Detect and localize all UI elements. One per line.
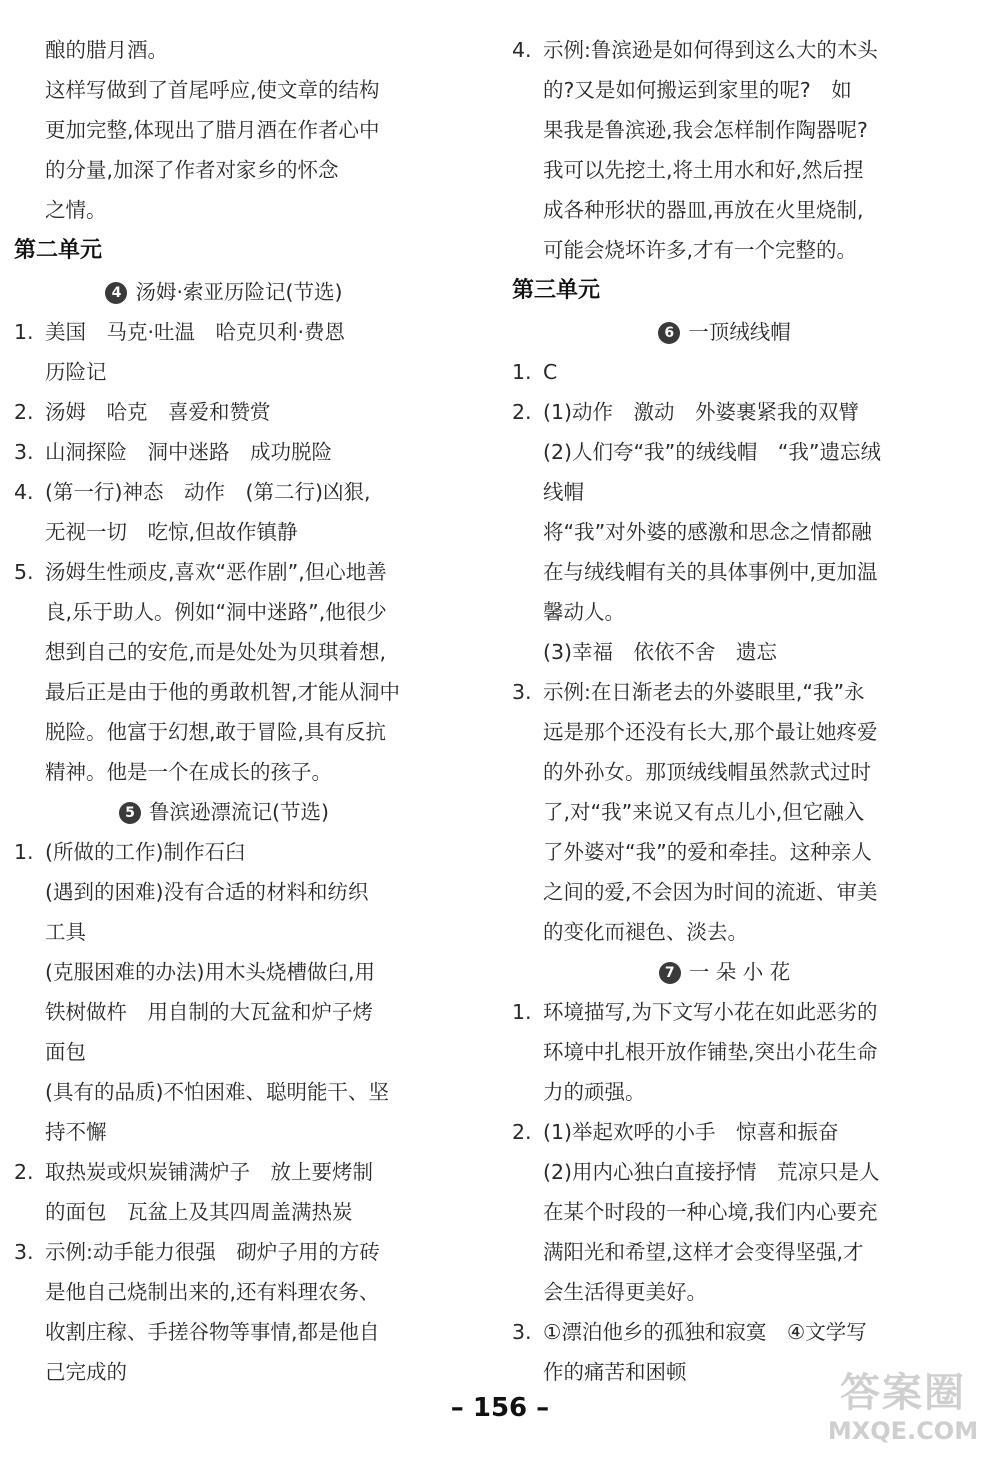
lesson-number-badge: 7 xyxy=(659,962,681,984)
right-column xyxy=(512,30,937,1392)
lesson-title xyxy=(14,272,434,312)
watermark-url: MXQE.COM xyxy=(827,1417,979,1445)
answer-text: 取热炭或炽炭铺满炉子 放上要烤制 xyxy=(45,1160,373,1184)
answer-line: 在与绒线帽有关的具体事例中,更加温 xyxy=(543,560,878,584)
question-number: 3. xyxy=(14,440,34,464)
answer-line: 之间的爱,不会因为时间的流逝、审美 xyxy=(543,880,878,904)
answer-line: 最后正是由于他的勇敢机智,才能从洞中 xyxy=(45,680,401,704)
answer-text: (1)举起欢呼的小手 惊喜和振奋 xyxy=(543,1120,839,1144)
lesson-title-text: 汤姆·索亚历险记(节选) xyxy=(135,280,343,304)
answer-line: 可能会烧坏许多,才有一个完整的。 xyxy=(543,238,858,262)
answer-line: 脱险。他富于幻想,敢于冒险,具有反抗 xyxy=(45,720,387,744)
answer-line: 精神。他是一个在成长的孩子。 xyxy=(45,760,332,784)
lesson-number-badge: 4 xyxy=(105,282,127,304)
answer-line: 馨动人。 xyxy=(543,600,625,624)
unit-heading: 第二单元 xyxy=(14,238,103,263)
answer-line: (2)用内心独白直接抒情 荒凉只是人 xyxy=(543,1160,880,1184)
answer-text: C xyxy=(543,360,558,384)
answer-line: 铁树做杵 用自制的大瓦盆和炉子烤 xyxy=(45,1000,373,1024)
answer-text: 汤姆生性顽皮,喜欢“恶作剧”,但心地善 xyxy=(45,560,387,584)
answer-line: 将“我”对外婆的感激和思念之情都融 xyxy=(543,520,872,544)
answer-line: 收割庄稼、手搓谷物等事情,都是他自 xyxy=(45,1320,380,1344)
question-number: 4. xyxy=(14,480,34,504)
answer-text: 美国 马克·吐温 哈克贝利·费恩 xyxy=(45,320,346,344)
page-number: – 156 – xyxy=(450,1393,550,1423)
answer-text: (1)动作 激动 外婆裹紧我的双臂 xyxy=(543,400,860,424)
answer-line: 成各种形状的器皿,再放在火里烧制, xyxy=(543,198,864,222)
question-number: 2. xyxy=(512,1120,532,1144)
answer-line: 工具 xyxy=(45,920,86,944)
answer-line: 的面包 瓦盆上及其四周盖满热炭 xyxy=(45,1200,353,1224)
answer-line: (具有的品质)不怕困难、聪明能干、坚 xyxy=(45,1080,389,1104)
text-line: 的分量,加深了作者对家乡的怀念 xyxy=(45,158,339,182)
text-line: 更加完整,体现出了腊月酒在作者心中 xyxy=(45,118,380,142)
text-line: 酿的腊月酒。 xyxy=(45,38,168,62)
answer-line: 持不懈 xyxy=(45,1120,107,1144)
question-number: 4. xyxy=(512,38,532,62)
unit-heading: 第三单元 xyxy=(512,278,601,303)
answer-line xyxy=(512,392,937,432)
answer-line xyxy=(14,312,434,352)
answer-line: 想到自己的安危,而是处处为贝琪着想, xyxy=(45,640,387,664)
answer-line xyxy=(14,832,434,872)
answer-text: 山洞探险 洞中迷路 成功脱险 xyxy=(45,440,332,464)
question-number: 1. xyxy=(14,320,34,344)
lesson-title xyxy=(14,792,434,832)
answer-text: ①漂泊他乡的孤独和寂寞 ④文学写 xyxy=(543,1320,867,1344)
answer-line: 线帽 xyxy=(543,480,584,504)
answer-line: (克服困难的办法)用木头烧槽做臼,用 xyxy=(45,960,376,984)
answer-text: (所做的工作)制作石臼 xyxy=(45,840,246,864)
answer-line: 果我是鲁滨逊,我会怎样制作陶器呢? xyxy=(543,118,868,142)
answer-line: (2)人们夸“我”的绒线帽 “我”遗忘绒 xyxy=(543,440,882,464)
answer-line xyxy=(14,392,434,432)
answer-line: 远是那个还没有长大,那个最让她疼爱 xyxy=(543,720,878,744)
answer-line: 满阳光和希望,这样才会变得坚强,才 xyxy=(543,1240,864,1264)
answer-line: (遇到的困难)没有合适的材料和纺织 xyxy=(45,880,369,904)
answer-line: 会生活得更美好。 xyxy=(543,1280,707,1304)
answer-line xyxy=(512,672,937,712)
answer-line: 良,乐于助人。例如“洞中迷路”,他很少 xyxy=(45,600,387,624)
lesson-title-text: 鲁滨逊漂流记(节选) xyxy=(149,800,329,824)
answer-line xyxy=(14,1152,434,1192)
answer-line xyxy=(14,1232,434,1272)
answer-line: 的外孙女。那顶绒线帽虽然款式过时 xyxy=(543,760,871,784)
answer-line: 无视一切 吃惊,但故作镇静 xyxy=(45,520,298,544)
text-line: 之情。 xyxy=(45,198,107,222)
question-number: 2. xyxy=(14,1160,34,1184)
intro-paragraph xyxy=(14,30,434,230)
answer-line: 的变化而褪色、淡去。 xyxy=(543,920,748,944)
text-line: 这样写做到了首尾呼应,使文章的结构 xyxy=(45,78,380,102)
answer-line: 力的顽强。 xyxy=(543,1080,646,1104)
watermark-title: 答案圈 xyxy=(840,1370,966,1416)
question-number: 2. xyxy=(512,400,532,424)
lesson-title-text: 一 朵 小 花 xyxy=(688,960,791,984)
question-number: 1. xyxy=(512,360,532,384)
answer-line xyxy=(512,30,937,70)
answer-line: 在某个时段的一种心境,我们内心要充 xyxy=(543,1200,878,1224)
question-number: 3. xyxy=(512,680,532,704)
answer-line: (3)幸福 依依不舍 遗忘 xyxy=(543,640,778,664)
question-number: 2. xyxy=(14,400,34,424)
question-number: 3. xyxy=(14,1240,34,1264)
answer-text: 汤姆 哈克 喜爱和赞赏 xyxy=(45,400,271,424)
answer-text: (第一行)神态 动作 (第二行)凶狠, xyxy=(45,480,371,504)
answer-line: 我可以先挖土,将土用水和好,然后捏 xyxy=(543,158,864,182)
answer-line: 作的痛苦和困顿 xyxy=(543,1360,687,1384)
answer-line: 历险记 xyxy=(45,360,107,384)
answer-line: 了外婆对“我”的爱和牵挂。这种亲人 xyxy=(543,840,872,864)
answer-line xyxy=(512,352,937,392)
lesson-title xyxy=(512,952,937,992)
answer-line xyxy=(512,1112,937,1152)
answer-line: 环境中扎根开放作铺垫,突出小花生命 xyxy=(543,1040,878,1064)
left-column xyxy=(14,30,434,1392)
answer-line xyxy=(14,552,434,592)
lesson-number-badge: 5 xyxy=(119,802,141,824)
watermark xyxy=(818,1370,988,1454)
answer-line: 了,对“我”来说又有点儿小,但它融入 xyxy=(543,800,865,824)
answer-line: 己完成的 xyxy=(45,1360,127,1384)
answer-line xyxy=(512,1312,937,1352)
answer-text: 环境描写,为下文写小花在如此恶劣的 xyxy=(543,1000,878,1024)
question-number: 1. xyxy=(512,1000,532,1024)
answer-line: 是他自己烧制出来的,还有料理农务、 xyxy=(45,1280,380,1304)
lesson-title-text: 一顶绒线帽 xyxy=(688,320,791,344)
lesson-title xyxy=(512,312,937,352)
answer-line: 的?又是如何搬运到家里的呢? 如 xyxy=(543,78,852,102)
answer-text: 示例:鲁滨逊是如何得到这么大的木头 xyxy=(543,38,878,62)
answer-line: 面包 xyxy=(45,1040,86,1064)
answer-line xyxy=(512,992,937,1032)
lesson-number-badge: 6 xyxy=(658,322,680,344)
answer-text: 示例:动手能力很强 砌炉子用的方砖 xyxy=(45,1240,380,1264)
question-number: 3. xyxy=(512,1320,532,1344)
answer-line xyxy=(14,432,434,472)
question-number: 5. xyxy=(14,560,34,584)
answer-line xyxy=(14,472,434,512)
question-number: 1. xyxy=(14,840,34,864)
answer-text: 示例:在日渐老去的外婆眼里,“我”永 xyxy=(543,680,865,704)
